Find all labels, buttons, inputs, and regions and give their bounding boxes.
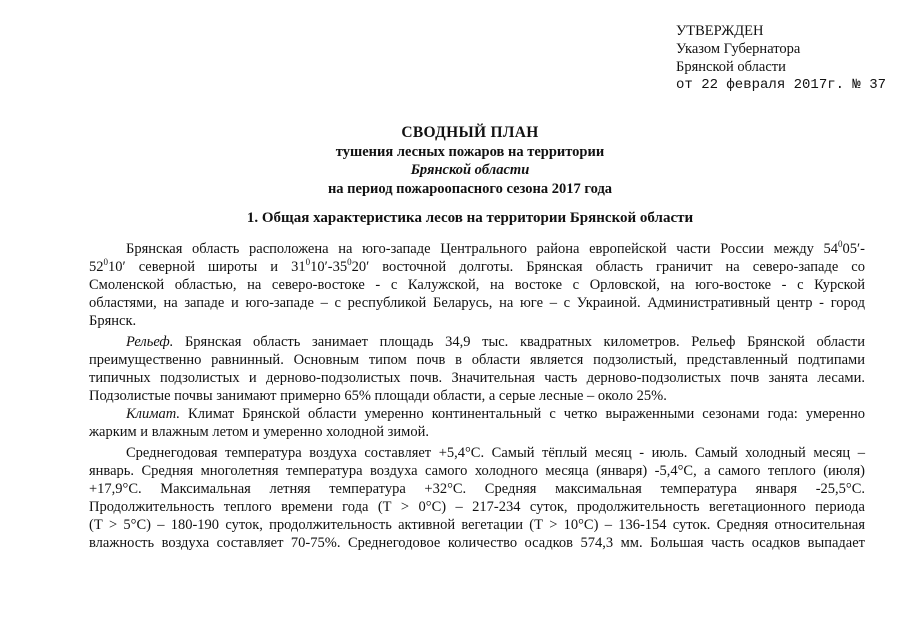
text-run: Брянская область расположена на юго-западе Центрального района европейской части России между 54 [126, 241, 838, 257]
approval-line-region: Брянской области [676, 59, 786, 75]
text-run: 05′- [842, 241, 865, 257]
text-run: 10′-35 [310, 259, 348, 275]
text-run: Климат Брянской области умеренно континентальный с четко выраженными сезонами года: умеренно [179, 406, 865, 422]
approval-line-approved: УТВЕРЖДЕН [676, 23, 764, 39]
approval-line-decree: Указом Губернатора [676, 41, 801, 57]
paragraph-line: +17,9°С. Максимальная летняя температура +32°С. Средняя максимальная температура января -25,5°С. [89, 481, 865, 497]
approval-line-date-number: от 22 февраля 2017г. № 37 [676, 77, 887, 93]
degree-superscript: 0 [305, 257, 311, 267]
paragraph-line: (Т > 5°С) – 180-190 суток, продолжительность активной вегетации (Т > 10°С) – 136-154 суток. Средняя относительная [89, 517, 865, 533]
paragraph-label-relief: Рельеф. [126, 334, 174, 350]
paragraph-line [89, 258, 865, 276]
paragraph-line: жарким и влажным летом и умеренно холодной зимой. [89, 424, 429, 440]
paragraph-line [89, 240, 865, 258]
paragraph-line: Брянск. [89, 313, 137, 329]
approval-stamp [676, 22, 886, 94]
degree-superscript: 0 [347, 257, 352, 267]
text-run: 52 [89, 259, 104, 275]
title-line-3: Брянской области [410, 162, 530, 178]
paragraph-label-climate: Климат. [126, 406, 180, 422]
paragraph-line: влажность воздуха составляет 70-75%. Среднегодовое количество осадков 574,3 мм. Большая часть осадков выпадает [89, 535, 865, 551]
paragraph-line: типичных подзолистых и дерново-подзолистых почв. Значительная часть дерново-подзолистых почв занята лесами. [89, 370, 865, 386]
text-run: 20′ восточной долготы. Брянская область граничит на северо-западе со [351, 259, 865, 275]
document-title [260, 124, 680, 198]
body-text [89, 240, 865, 552]
paragraph-line: январь. Средняя многолетняя температура воздуха самого холодного месяца (января) -5,4°С, а самого теплого (июля) [89, 463, 865, 479]
section-heading: 1. Общая характеристика лесов на территории Брянской области [246, 210, 694, 226]
paragraph-line: Подзолистые почвы занимают примерно 65% площади области, а серые лесные – около 25%. [89, 388, 667, 404]
degree-superscript: 0 [103, 257, 108, 267]
paragraph-line: Смоленской областью, на северо-востоке - с Калужской, на востоке с Орловской, на юго-востоке - с Курской [89, 277, 865, 293]
text-run: 10′ северной широты и 31 [108, 259, 306, 275]
paragraph-line [89, 405, 865, 423]
degree-superscript: 0 [837, 239, 843, 249]
paragraph-line: областями, на западе и юго-западе – с республикой Беларусь, на юге – с Украиной. Административный центр - город [89, 295, 865, 311]
title-line-2: тушения лесных пожаров на территории [335, 143, 605, 160]
title-main: СВОДНЫЙ ПЛАН [401, 124, 539, 141]
paragraph-line: преимущественно равнинный. Основным типом почв в области является подзолистый, представленный подтипами [89, 352, 865, 368]
title-line-4: на период пожароопасного сезона 2017 года [327, 180, 613, 197]
paragraph-line: Среднегодовая температура воздуха составляет +5,4°С. Самый тёплый месяц - июль. Самый холодный месяц – [126, 445, 865, 461]
paragraph-line [89, 333, 865, 351]
text-run: Брянская область занимает площадь 34,9 тыс. квадратных километров. Рельеф Брянской области [173, 334, 865, 350]
paragraph-line: Продолжительность теплого времени года (Т > 0°С) – 217-234 суток, продолжительность вегетационного периода [89, 499, 865, 515]
